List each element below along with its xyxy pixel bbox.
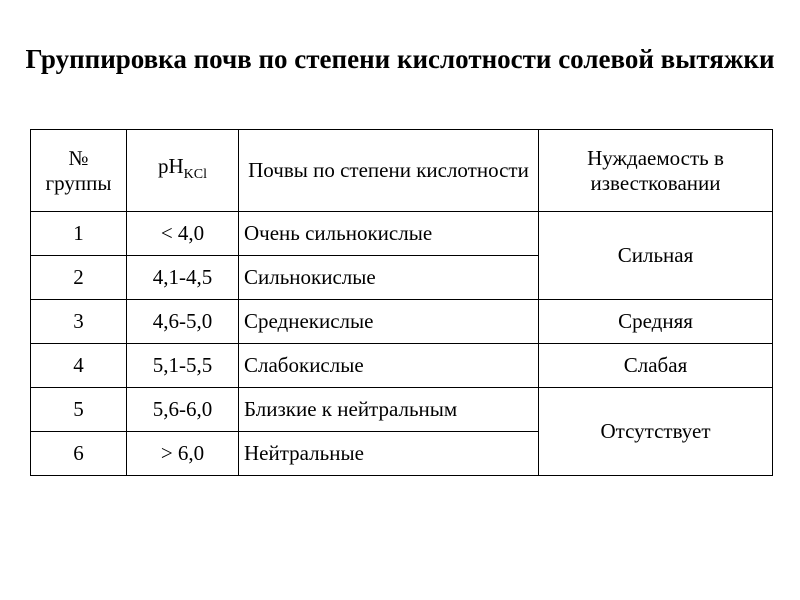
acidity-cell: Среднекислые [239,300,539,344]
acidity-cell: Близкие к нейтральным [239,388,539,432]
header-group-number: № группы [31,130,127,212]
group-number-cell: 3 [31,300,127,344]
liming-need-cell: Отсутствует [539,388,773,476]
table-row [31,300,773,344]
group-number-cell: 4 [31,344,127,388]
table-row [31,212,773,256]
ph-range-cell: 4,6-5,0 [127,300,239,344]
ph-range-cell: 4,1-4,5 [127,256,239,300]
acidity-cell: Очень сильнокислые [239,212,539,256]
acidity-cell: Сильнокислые [239,256,539,300]
liming-need-cell: Слабая [539,344,773,388]
soil-acidity-table [30,129,773,476]
ph-range-cell: > 6,0 [127,432,239,476]
ph-range-cell: < 4,0 [127,212,239,256]
acidity-cell: Нейтральные [239,432,539,476]
acidity-cell: Слабокислые [239,344,539,388]
group-number-cell: 5 [31,388,127,432]
liming-need-cell: Средняя [539,300,773,344]
header-ph-subscript: KCl [183,167,207,182]
table-row [31,388,773,432]
header-liming-need: Нуждаемость в известковании [539,130,773,212]
header-ph [127,130,239,212]
group-number-cell: 2 [31,256,127,300]
group-number-cell: 1 [31,212,127,256]
header-ph-label: pH [157,154,184,178]
group-number-cell: 6 [31,432,127,476]
ph-range-cell: 5,1-5,5 [127,344,239,388]
page-title: Группировка почв по степени кислотности солевой вытяжки [25,44,775,74]
ph-range-cell: 5,6-6,0 [127,388,239,432]
liming-need-cell: Сильная [539,212,773,300]
table-header-row [31,130,773,212]
header-acidity: Почвы по степени кислотности [239,130,539,212]
table-row [31,344,773,388]
